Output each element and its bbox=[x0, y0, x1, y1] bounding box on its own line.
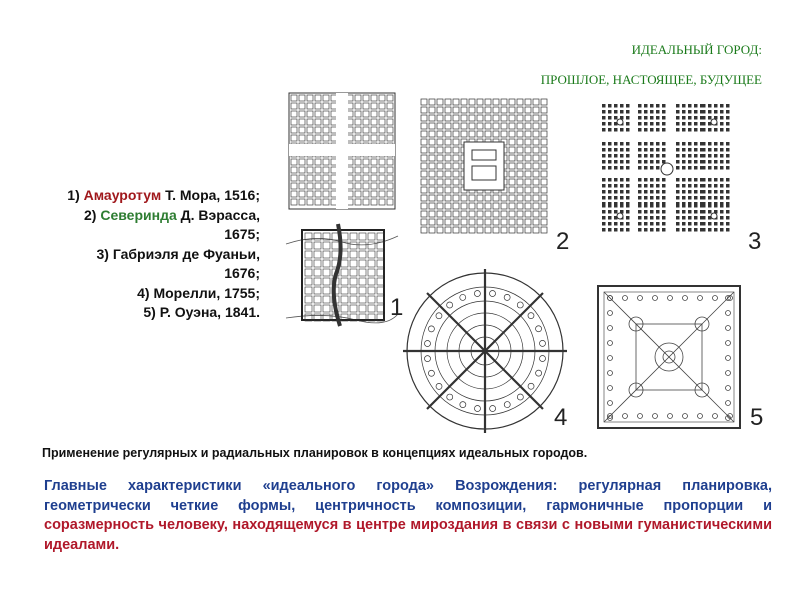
plan-3-image bbox=[598, 100, 736, 238]
title-line-1: ИДЕАЛЬНЫЙ ГОРОД: bbox=[631, 42, 762, 57]
main-paragraph: Главные характеристики «идеального города» Возрождения: регулярная планировка, геометрически четкие формы, центричность композиции, гармоничные пропорции и соразмерность человеку, находящемуся в центре мироздания в связи с новыми гуманистическими идеалами. bbox=[44, 478, 772, 553]
list-item: 1675; bbox=[224, 226, 260, 242]
plan-number-3: 3 bbox=[748, 228, 762, 255]
list-item: 2) Северинда Д. Вэрасса, bbox=[84, 206, 260, 223]
plan-number-4: 4 bbox=[554, 404, 568, 431]
list-item: 1) Амауротум Т. Мора, 1516; bbox=[67, 187, 260, 203]
plan-number-1: 1 bbox=[390, 294, 404, 321]
plan-5-image bbox=[596, 284, 742, 430]
plan-number-5: 5 bbox=[750, 404, 764, 431]
list-item: 3) Габриэля де Фуаньи, bbox=[96, 245, 260, 262]
list-item: 4) Морелли, 1755; bbox=[137, 284, 260, 301]
plans-list bbox=[20, 186, 260, 323]
page-title bbox=[541, 42, 762, 88]
list-item: 5) Р. Оуэна, 1841. bbox=[143, 304, 260, 320]
title-line-2: ПРОШЛОЕ, НАСТОЯЩЕЕ, БУДУЩЕЕ bbox=[540, 72, 762, 87]
list-item: 1676; bbox=[224, 265, 260, 281]
plan-1-grid-image bbox=[288, 92, 396, 210]
plan-1-town-image bbox=[286, 214, 398, 332]
plan-2-image bbox=[420, 98, 548, 238]
figure-caption: Применение регулярных и радиальных планировок в концепциях идеальных городов. bbox=[42, 446, 588, 460]
plan-4-image bbox=[404, 270, 566, 432]
plan-number-2: 2 bbox=[556, 228, 570, 255]
